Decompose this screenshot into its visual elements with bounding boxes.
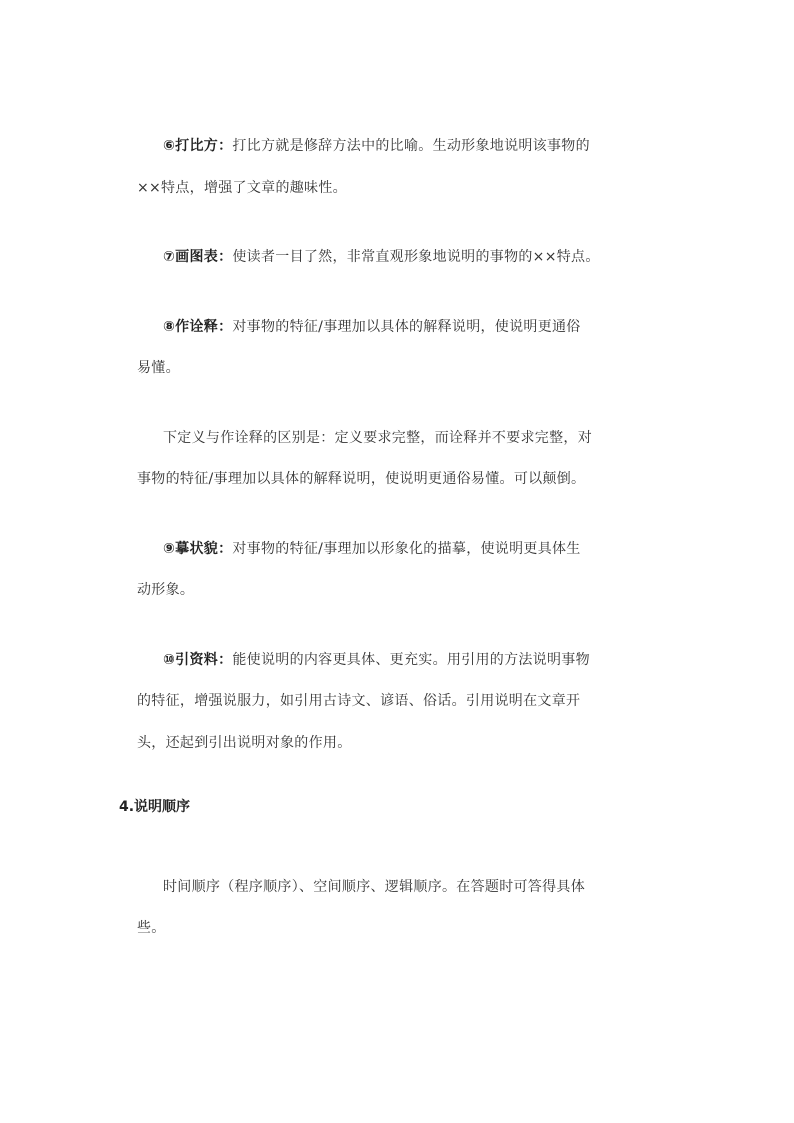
term-separator: ： (218, 652, 233, 668)
term-interpretation: ⑧作诠释 (163, 319, 219, 335)
term-separator: ： (218, 138, 233, 154)
note-line-2: 事物的特征/事理加以具体的解释说明，使说明更通俗易懂。可以颠倒。 (137, 471, 586, 487)
item-metaphor-line-2: ××特点，增强了文章的趣味性。 (137, 180, 347, 196)
item-citation-line-1 (163, 650, 590, 670)
item-chart-line-1 (163, 247, 600, 267)
item-interpretation-line-2: 易懂。 (137, 360, 180, 376)
section-text-line-2: 些。 (137, 920, 166, 936)
item-citation-line-3: 头，还起到引出说明对象的作用。 (137, 735, 352, 751)
item-metaphor-text: 打比方就是修辞方法中的比喻。生动形象地说明该事物的 (232, 138, 590, 154)
term-separator: ： (218, 319, 233, 335)
item-interpretation-text: 对事物的特征/事理加以具体的解释说明，使说明更通俗 (232, 319, 581, 335)
item-description-line-2: 动形象。 (137, 582, 195, 598)
item-description-line-1 (163, 539, 581, 559)
item-chart-text: 使读者一目了然，非常直观形象地说明的事物的××特点。 (232, 249, 600, 265)
term-chart: ⑦画图表 (163, 249, 219, 265)
note-line-1: 下定义与作诠释的区别是：定义要求完整，而诠释并不要求完整，对 (163, 430, 592, 446)
item-description-text: 对事物的特征/事理加以形象化的描摹，使说明更具体生 (232, 541, 581, 557)
item-interpretation-line-1 (163, 317, 581, 337)
term-metaphor: ⑥打比方 (163, 138, 219, 154)
term-citation: ⑩引资料 (163, 652, 219, 668)
section-text-line-1: 时间顺序（程序顺序）、空间顺序、逻辑顺序。在答题时可答得具体 (163, 879, 585, 895)
term-description: ⑨摹状貌 (163, 541, 219, 557)
item-citation-text: 能使说明的内容更具体、更充实。用引用的方法说明事物 (232, 652, 590, 668)
term-separator: ： (218, 541, 233, 557)
term-separator: ： (218, 249, 233, 265)
item-metaphor-line-1 (163, 136, 590, 156)
section-heading: 4.说明顺序 (119, 799, 191, 815)
item-citation-line-2: 的特征，增强说服力，如引用古诗文、谚语、俗话。引用说明在文章开 (137, 693, 581, 709)
